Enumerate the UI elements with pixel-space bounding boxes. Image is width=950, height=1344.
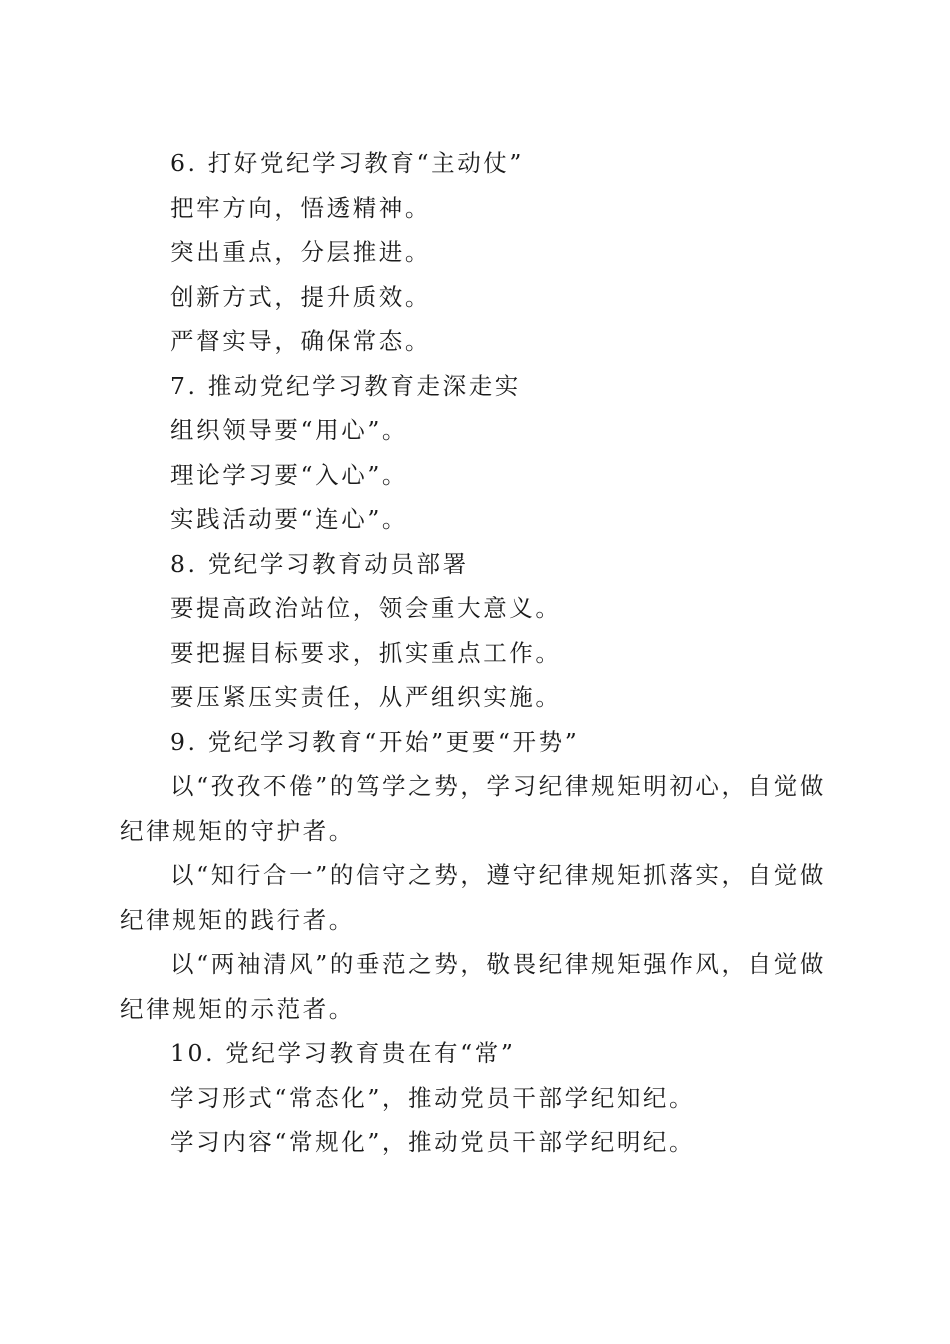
body-line: 实践活动要“连心”。: [170, 505, 409, 533]
body-line: 严督实导，确保常态。: [170, 327, 431, 355]
body-line: 要提高政治站位，领会重大意义。: [170, 594, 562, 622]
body-line: 理论学习要“入心”。: [170, 460, 409, 489]
section-heading: 9. 党纪学习教育“开始”更要“开势”: [170, 727, 580, 756]
body-line: 学习形式“常态化”，推动党员干部学纪知纪。: [170, 1083, 696, 1112]
section-heading: 8. 党纪学习教育动员部署: [170, 549, 469, 578]
body-paragraph: 以“知行合一”的信守之势，遵守纪律规矩抓落实，自觉做纪律规矩的践行者。: [120, 861, 826, 934]
body-paragraph: 以“两袖清风”的垂范之势，敬畏纪律规矩强作风，自觉做纪律规矩的示范者。: [120, 950, 826, 1023]
body-paragraph: 以“孜孜不倦”的笃学之势，学习纪律规矩明初心，自觉做纪律规矩的守护者。: [120, 772, 826, 845]
body-line: 要压紧压实责任，从严组织实施。: [170, 683, 562, 711]
section-heading: 10. 党纪学习教育贵在有“常”: [170, 1039, 516, 1067]
body-line: 创新方式，提升质效。: [170, 282, 431, 311]
body-line: 要把握目标要求，抓实重点工作。: [170, 638, 562, 667]
body-line: 组织领导要“用心”。: [170, 416, 409, 444]
body-line: 把牢方向，悟透精神。: [170, 193, 431, 222]
body-line: 突出重点，分层推进。: [170, 238, 431, 266]
document-body: [120, 141, 826, 1165]
section-heading: 6. 打好党纪学习教育“主动仗”: [170, 149, 525, 177]
section-heading: 7. 推动党纪学习教育走深走实: [170, 371, 521, 400]
body-line: 学习内容“常规化”，推动党员干部学纪明纪。: [170, 1128, 696, 1156]
